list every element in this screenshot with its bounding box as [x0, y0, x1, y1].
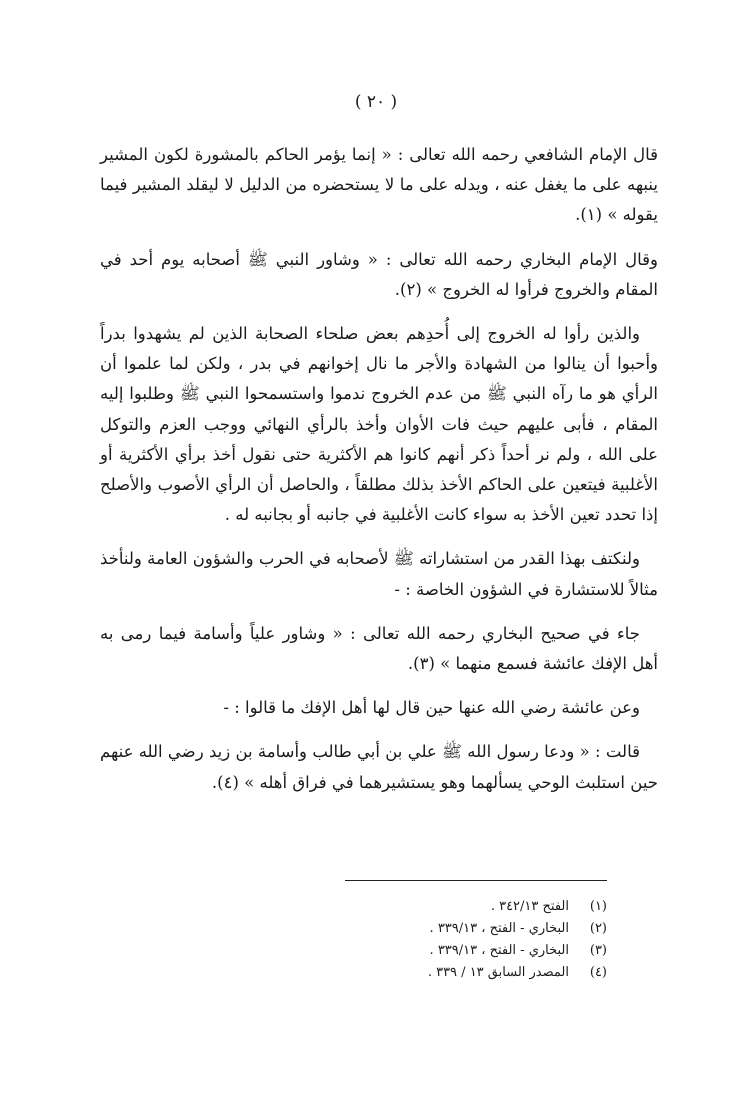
footnote	[345, 962, 607, 984]
footnote-number: (١)	[589, 899, 607, 914]
footnote-divider	[345, 880, 607, 881]
paragraph-uhud-discussion: والذين رأوا له الخروج إلى أُحدِهم بعض صلحاء الصحابة الذين لم يشهدوا بدراً وأحبوا أن ينالوا من الشهادة والأجر ما نال إخوانهم في بدر ، ولكن لما علموا أن الرأي هو ما رآه النبي ﷺ من عدم الخروج ندموا واستسمحوا النبي ﷺ وطلبوا إليه المقام ، فأبى عليهم حيث فات الأوان وأخذ بالرأي النهائي ووجب العزم والتوكل على الله ، ولم نر أحداً ذكر أنهم كانوا هم الأكثرية حتى نقول أخذ برأي الأكثرية أو الأغلبية فيتعين على الحاكم الأخذ بذلك مطلقاً ، والحاصل أن الرأي الأصوب والأصلح إذا تحدد تعين الأخذ به سواء كانت الأغلبية في جانبه أو بجانبه له .	[100, 324, 658, 525]
footnote-text: البخاري - الفتح ، ٣٣٩/١٣ .	[429, 921, 569, 936]
paragraph-bukhari-ifk: جاء في صحيح البخاري رحمه الله تعالى : « وشاور علياً وأسامة فيما رمى به أهل الإفك عائشة فسمع منهما » (٣).	[100, 623, 658, 674]
paragraph-transition: ولنكتف بهذا القدر من استشاراته ﷺ لأصحابه في الحرب والشؤون العامة ولنأخذ مثالاً للاستشارة في الشؤون الخاصة : -	[100, 549, 658, 599]
footnote-number: (٣)	[589, 943, 607, 958]
footnote-number: (٢)	[589, 921, 607, 936]
footnote	[345, 918, 607, 940]
footnotes	[345, 896, 607, 984]
footnote	[345, 896, 607, 918]
paragraph-shafii-quote: قال الإمام الشافعي رحمه الله تعالى : « إنما يؤمر الحاكم بالمشورة لكون المشير ينبهه على ما يغفل عنه ، ويدله على ما لا يستحضره من الدليل لا ليقلد المشير فيما يقوله » (١).	[100, 145, 658, 225]
footnote-number: (٤)	[589, 965, 607, 980]
paragraph-aisha-quote: قالت : « ودعا رسول الله ﷺ علي بن أبي طالب وأسامة بن زيد رضي الله عنهم حين استلبث الوحي يسألهما وهو يستشيرهما في فراق أهله » (٤).	[100, 742, 658, 792]
footnote-text: الفتح ٣٤٢/١٣ .	[490, 899, 569, 914]
paragraph-bukhari-uhud: وقال الإمام البخاري رحمه الله تعالى : « وشاور النبي ﷺ أصحابه يوم أحد في المقام والخروج فرأوا له الخروج » (٢).	[100, 249, 658, 299]
footnote-text: البخاري - الفتح ، ٣٣٩/١٣ .	[429, 943, 569, 958]
body-text	[100, 140, 658, 798]
footnote	[345, 940, 607, 962]
page-number: ( ٢٠ )	[354, 92, 398, 112]
footnote-text: المصدر السابق ١٣ / ٣٣٩ .	[427, 965, 569, 980]
paragraph-aisha-intro: وعن عائشة رضي الله عنها حين قال لها أهل الإفك ما قالوا : -	[223, 698, 640, 718]
